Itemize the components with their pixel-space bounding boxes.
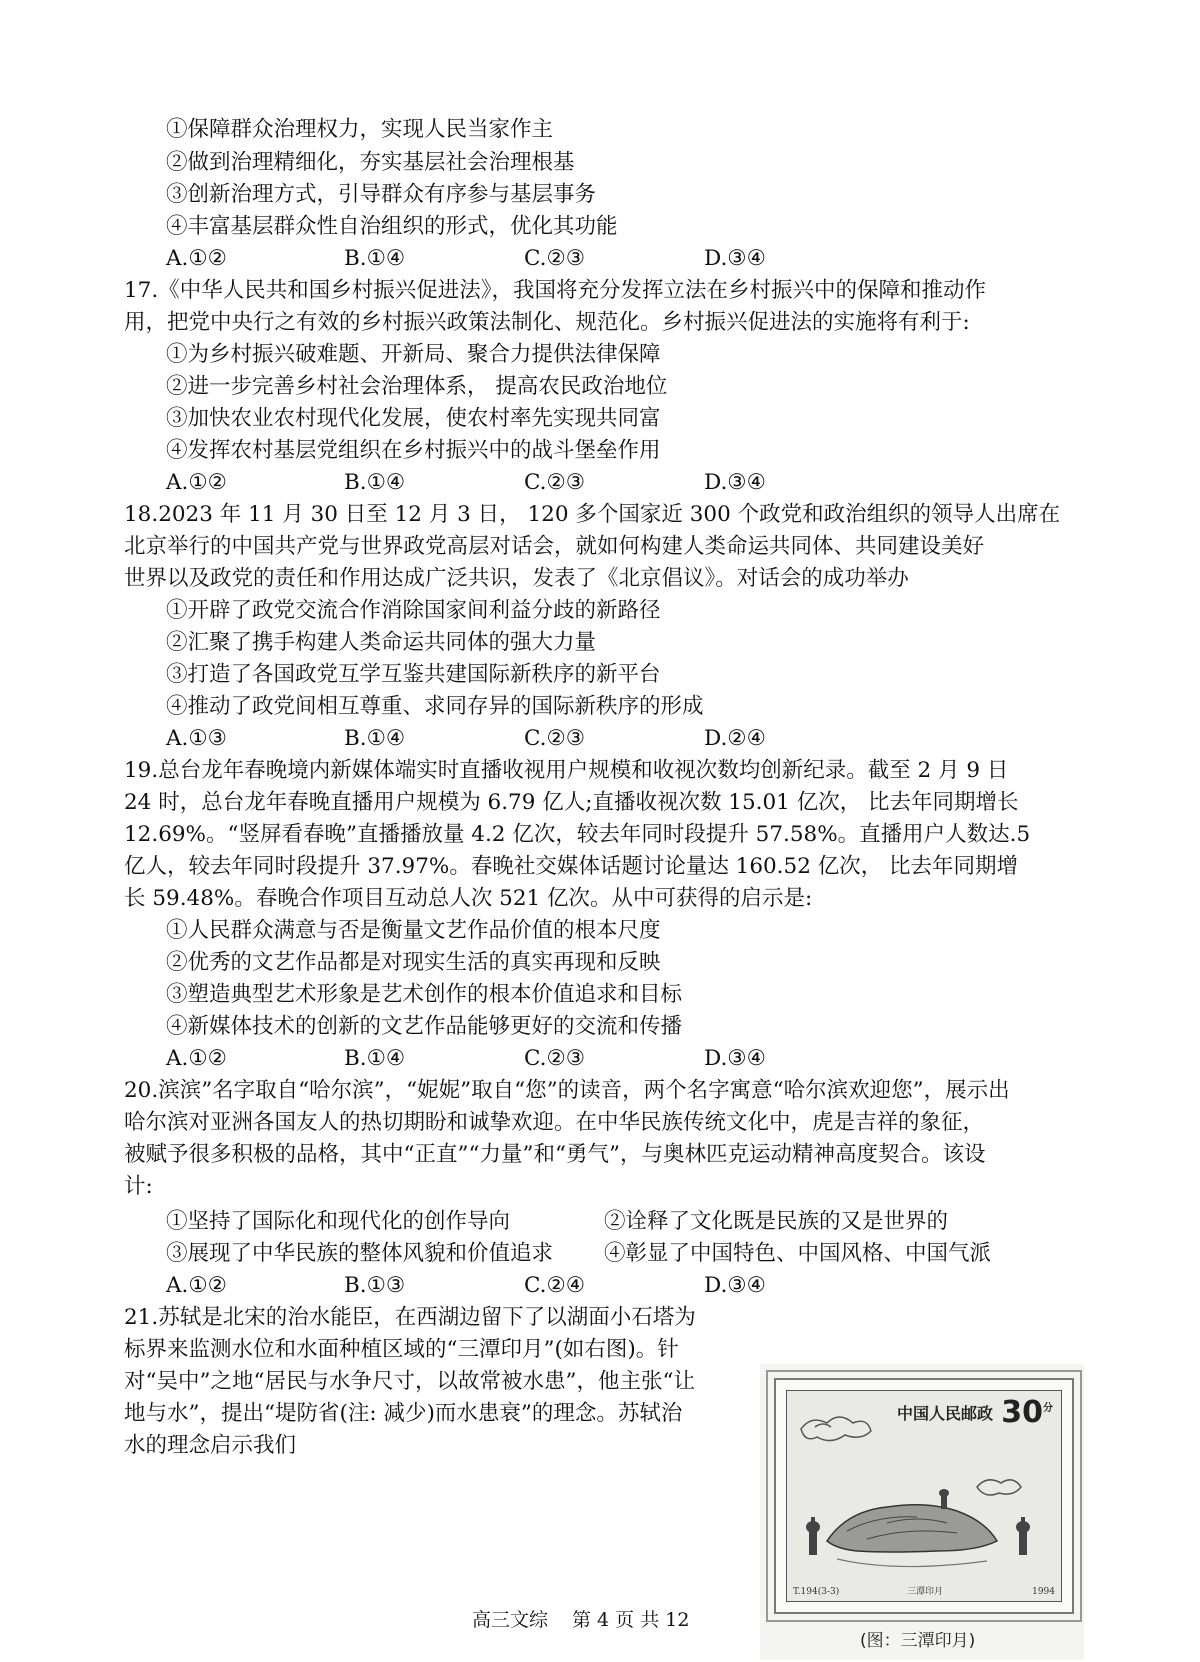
q21-stem-line-5: 水的理念启示我们 bbox=[124, 1433, 297, 1458]
q20-option-1: ①坚持了国际化和现代化的创作导向 bbox=[166, 1209, 511, 1234]
page-footer bbox=[472, 1606, 689, 1634]
q16-choice-b: B.①④ bbox=[344, 246, 406, 271]
q19-stem-line-5: 长 59.48%。春晚合作项目互动总人次 521 亿次。从中可获得的启示是: bbox=[124, 886, 813, 911]
q20-stem-line-2: 哈尔滨对亚洲各国友人的热切期盼和诚挚欢迎。在中华民族传统文化中，虎是吉祥的象征， bbox=[124, 1110, 985, 1135]
q16-option-3: ③创新治理方式，引导群众有序参与基层事务 bbox=[166, 182, 597, 207]
q16-choice-a: A.①② bbox=[166, 246, 227, 271]
q18-stem-line-3: 世界以及政党的责任和作用达成广泛共识，发表了《北京倡议》。对话会的成功举办 bbox=[124, 566, 909, 591]
q17-option-4: ④发挥农村基层党组织在乡村振兴中的战斗堡垒作用 bbox=[166, 438, 661, 463]
q17-choice-b: B.①④ bbox=[344, 470, 406, 495]
q18-option-4: ④推动了政党间相互尊重、求同存异的国际新秩序的形成 bbox=[166, 694, 704, 719]
q20-choice-b: B.①③ bbox=[344, 1273, 406, 1298]
q20-option-2: ②诠释了文化既是民族的又是世界的 bbox=[604, 1209, 949, 1234]
q19-option-3: ③塑造典型艺术形象是艺术创作的根本价值追求和目标 bbox=[166, 982, 683, 1007]
q21-stem-line-3: 对“吴中”之地“居民与水争尺寸，以故常被水患”，他主张“让 bbox=[124, 1369, 695, 1394]
stamp-figure bbox=[760, 1364, 1084, 1660]
q19-option-4: ④新媒体技术的创新的文艺作品能够更好的交流和传播 bbox=[166, 1014, 683, 1039]
q16-choice-c: C.②③ bbox=[524, 246, 586, 271]
q21-stem-line-2: 标界来监测水位和水面种植区域的“三潭印月”(如右图)。针 bbox=[124, 1337, 679, 1362]
q19-stem-line-2: 24 时，总台龙年春晚直播用户规模为 6.79 亿人;直播收视次数 15.01 亿次， 比去年同期增长 bbox=[124, 790, 1019, 815]
q17-choice-a: A.①② bbox=[166, 470, 227, 495]
q18-stem-line-1: 18.2023 年 11 月 30 日至 12 月 3 日， 120 多个国家近 300 个政党和政治组织的领导人出席在 bbox=[124, 502, 1061, 527]
q16-option-1: ①保障群众治理权力，实现人民当家作主 bbox=[166, 117, 554, 142]
stamp-artwork bbox=[786, 1390, 1062, 1602]
q18-choice-d: D.②④ bbox=[704, 726, 766, 751]
q19-option-1: ①人民群众满意与否是衡量文艺作品价值的根本尺度 bbox=[166, 918, 661, 943]
q19-choice-d: D.③④ bbox=[704, 1046, 766, 1071]
q17-stem-line-2: 用，把党中央行之有效的乡村振兴政策法制化、规范化。乡村振兴促进法的实施将有利于: bbox=[124, 310, 970, 335]
q17-option-2: ②进一步完善乡村社会治理体系， 提高农民政治地位 bbox=[166, 374, 668, 399]
q18-option-2: ②汇聚了携手构建人类命运共同体的强大力量 bbox=[166, 630, 597, 655]
q18-choice-c: C.②③ bbox=[524, 726, 586, 751]
q20-choice-d: D.③④ bbox=[704, 1273, 766, 1298]
postage-stamp bbox=[774, 1378, 1074, 1614]
stamp-year: 1994 bbox=[1032, 1587, 1055, 1597]
stamp-value-unit: 分 bbox=[1043, 1403, 1053, 1414]
q20-choice-a: A.①② bbox=[166, 1273, 227, 1298]
q20-option-4: ④彰显了中国特色、中国风格、中国气派 bbox=[604, 1241, 992, 1266]
q20-stem-line-3: 被赋予很多积极的品格，其中“正直”“力量”和“勇气”，与奥林匹克运动精神高度契合。该设 bbox=[124, 1142, 986, 1167]
stamp-title: 中国人民邮政 bbox=[897, 1404, 994, 1423]
q20-choice-c: C.②④ bbox=[524, 1273, 586, 1298]
stamp-value-number: 30 bbox=[1001, 1395, 1043, 1430]
figure-caption: (图：三潭印月) bbox=[860, 1631, 976, 1651]
footer-page-number: 第 4 页 共 12 bbox=[572, 1609, 690, 1631]
q19-choice-c: C.②③ bbox=[524, 1046, 586, 1071]
q20-stem-line-1: 20.滨滨”名字取自“哈尔滨”，“妮妮”取自“您”的读音，两个名字寓意“哈尔滨欢迎您”，展示出 bbox=[124, 1078, 1010, 1103]
q18-choice-b: B.①④ bbox=[344, 726, 406, 751]
stamp-denomination bbox=[1001, 1395, 1053, 1430]
q19-option-2: ②优秀的文艺作品都是对现实生活的真实再现和反映 bbox=[166, 950, 661, 975]
q21-stem-line-1: 21.苏轼是北宋的治水能臣，在西湖边留下了以湖面小石塔为 bbox=[124, 1305, 696, 1330]
q16-choice-d: D.③④ bbox=[704, 246, 766, 271]
q19-choice-a: A.①② bbox=[166, 1046, 227, 1071]
q20-stem-line-4: 计: bbox=[124, 1174, 153, 1199]
stamp-code: T.194(3-3) bbox=[793, 1587, 840, 1597]
q17-choice-d: D.③④ bbox=[704, 470, 766, 495]
q19-choice-b: B.①④ bbox=[344, 1046, 406, 1071]
q17-option-3: ③加快农业农村现代化发展，使农村率先实现共同富 bbox=[166, 406, 661, 431]
q18-option-3: ③打造了各国政党互学互鉴共建国际新秩序的新平台 bbox=[166, 662, 661, 687]
q18-stem-line-2: 北京举行的中国共产党与世界政党高层对话会，就如何构建人类命运共同体、共同建设美好 bbox=[124, 534, 985, 559]
q17-option-1: ①为乡村振兴破难题、开新局、聚合力提供法律保障 bbox=[166, 342, 661, 367]
footer-subject: 高三文综 bbox=[472, 1609, 549, 1631]
q19-stem-line-1: 19.总台龙年春晚境内新媒体端实时直播收视用户规模和收视次数均创新纪录。截至 2 月 9 日 bbox=[124, 758, 1009, 783]
q20-option-3: ③展现了中华民族的整体风貌和价值追求 bbox=[166, 1241, 554, 1266]
q16-option-4: ④丰富基层群众性自治组织的形式，优化其功能 bbox=[166, 214, 618, 239]
q19-stem-line-3: 12.69%。“竖屏看春晚”直播播放量 4.2 亿次，较去年同时段提升 57.58%。直播用户人数达.5 bbox=[124, 822, 1031, 847]
q21-stem-line-4: 地与水”，提出“堤防省(注: 减少)而水患衰”的理念。苏轼治 bbox=[124, 1401, 683, 1426]
q18-choice-a: A.①③ bbox=[166, 726, 227, 751]
q18-option-1: ①开辟了政党交流合作消除国家间利益分歧的新路径 bbox=[166, 598, 661, 623]
q17-stem-line-1: 17.《中华人民共和国乡村振兴促进法》，我国将充分发挥立法在乡村振兴中的保障和推动作 bbox=[124, 278, 986, 303]
q17-choice-c: C.②③ bbox=[524, 470, 586, 495]
q16-option-2: ②做到治理精细化，夯实基层社会治理根基 bbox=[166, 150, 575, 175]
q19-stem-line-4: 亿人，较去年同时段提升 37.97%。春晚社交媒体话题讨论量达 160.52 亿次， 比去年同期增 bbox=[124, 854, 1019, 879]
stamp-name: 三潭印月 bbox=[907, 1587, 944, 1597]
